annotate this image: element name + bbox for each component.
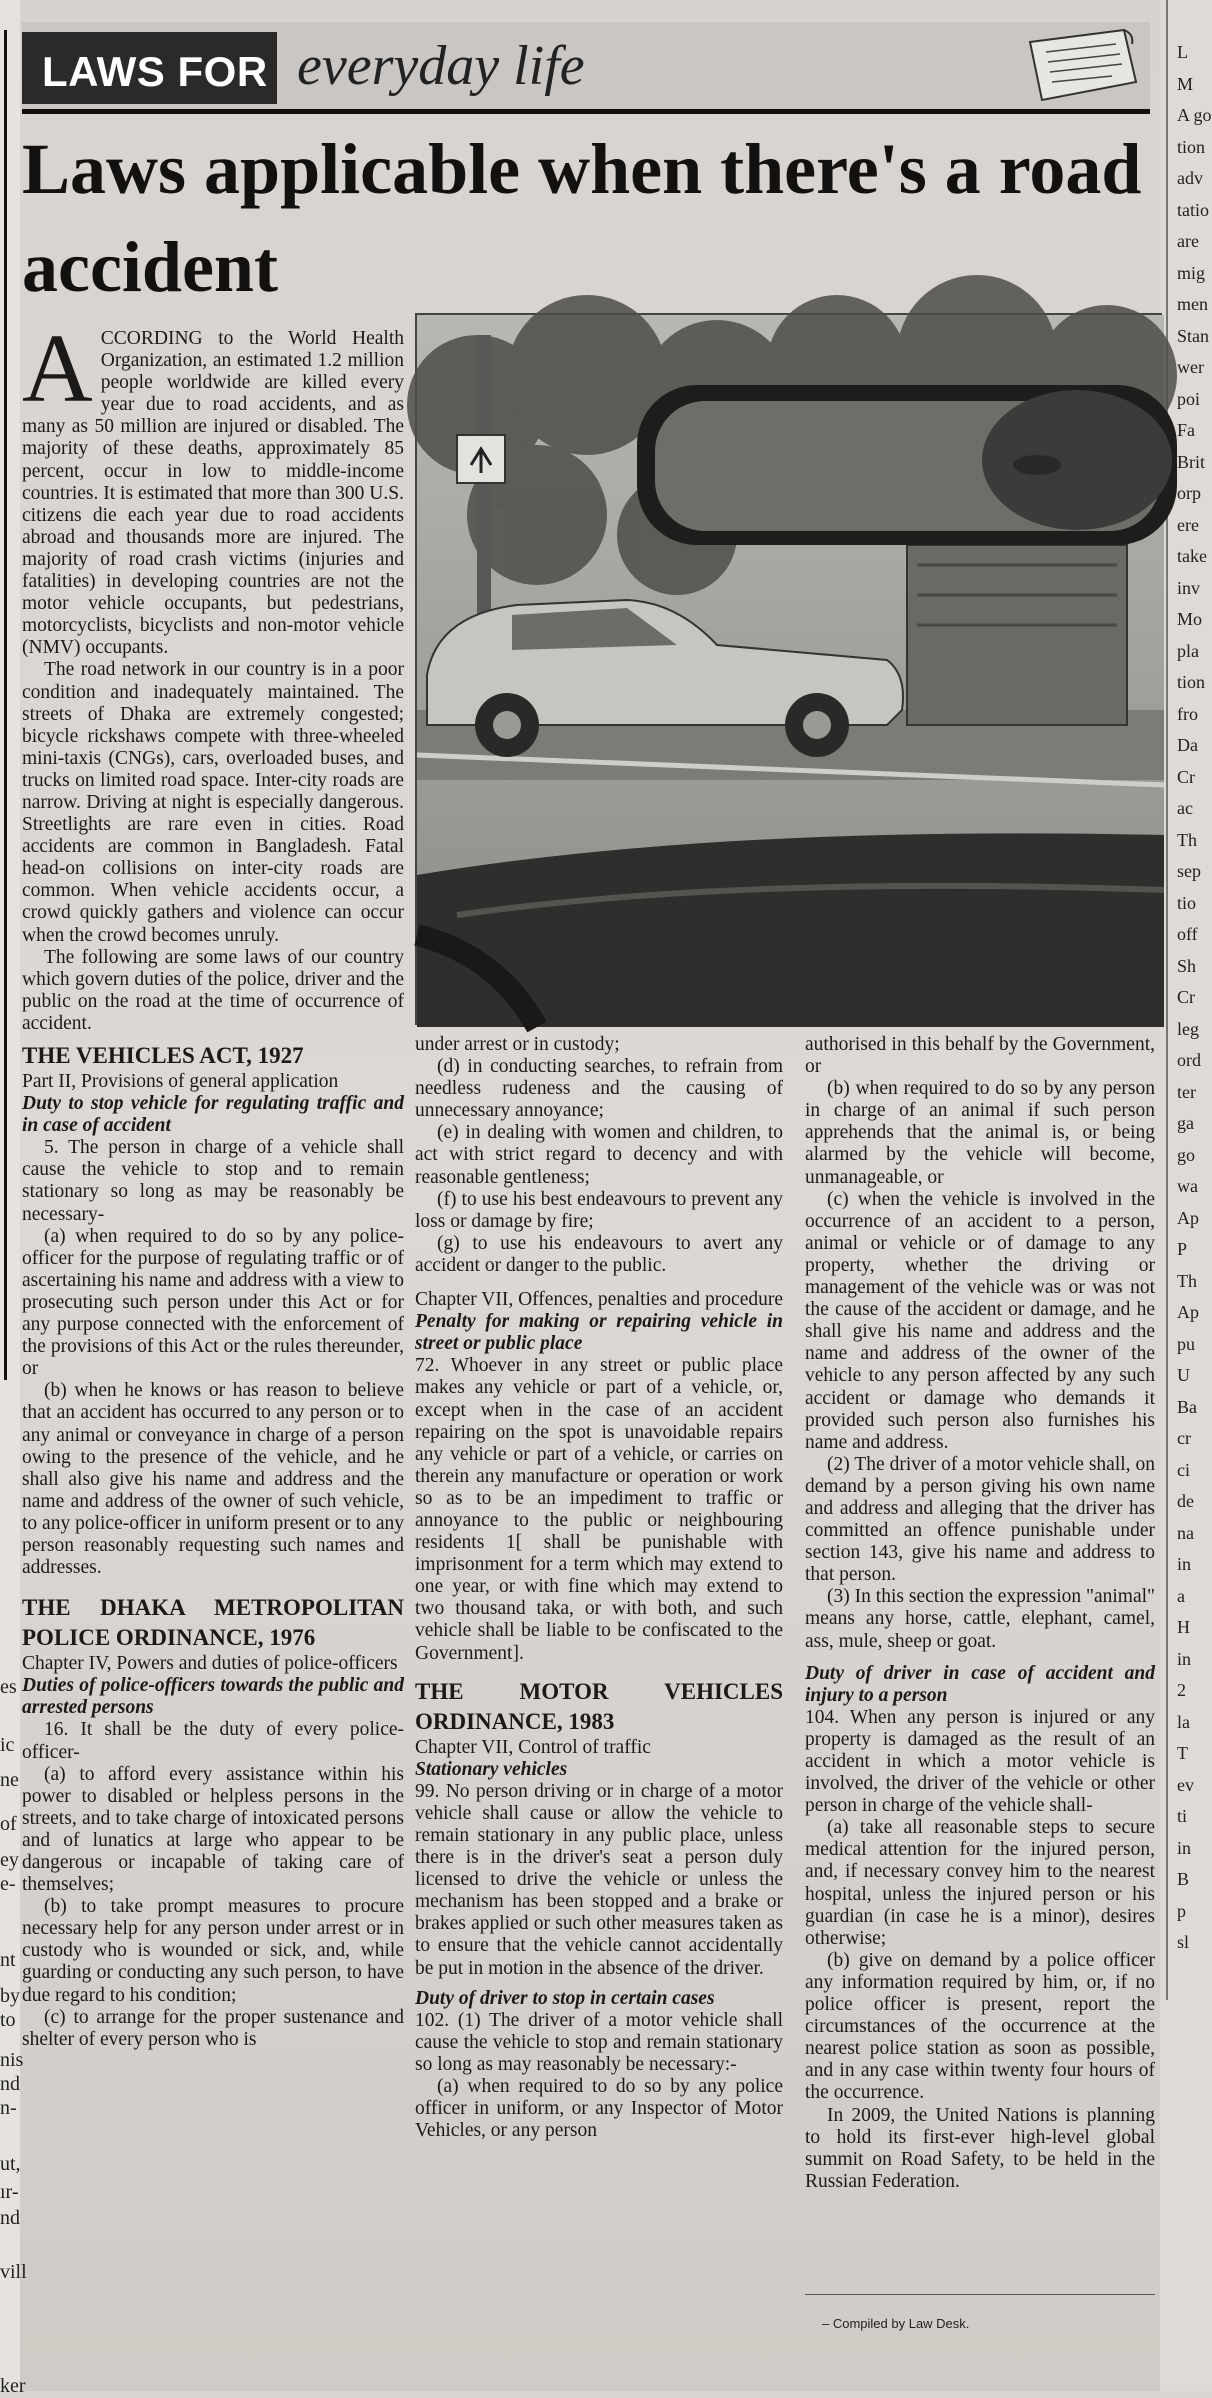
right-margin-fragment: M [1177, 74, 1194, 94]
right-margin-fragment: in [1177, 1554, 1192, 1574]
mvo-heading: THE MOTOR VEHICLES ORDINANCE, 1983 [415, 1678, 783, 1734]
right-margin-fragment: tatio [1177, 200, 1209, 220]
right-margin-fragment: Ap [1177, 1302, 1199, 1322]
right-margin-fragment: Mo [1177, 609, 1203, 629]
vehicles-act-part: Part II, Provisions of general application [22, 1071, 339, 1092]
article-credit: – Compiled by Law Desk. [822, 2316, 970, 2331]
right-margin-fragment: poi [1177, 389, 1201, 409]
right-margin-fragment: wer [1177, 357, 1204, 377]
right-margin-fragment: Stan [1177, 326, 1210, 346]
left-margin-fragment: nd [0, 2073, 20, 2095]
section-label-box [22, 32, 277, 104]
right-margin-fragment: in [1177, 1649, 1192, 1669]
vehicles-act-section-5: 5. The person in charge of a vehicle shall cause the vehicle to stop and to remain stationary so long as may be reasonably be necessary- [22, 1137, 404, 1225]
right-margin-fragment: Fa [1177, 420, 1195, 440]
right-margin-fragment: H [1177, 1617, 1190, 1637]
dmp-chapter-7-subheading: Penalty for making or repairing vehicle in street or public place [415, 1311, 783, 1355]
left-column-rule [4, 30, 7, 1380]
right-margin-fragment: Sh [1177, 956, 1197, 976]
left-margin-fragment: to [0, 2009, 16, 2031]
mvo-subheading-accident-duty: Duty of driver in case of accident and injury to a person [805, 1662, 1155, 1706]
dmp-clause-d: (d) in conducting searches, to refrain from needless rudeness and the causing of unnecessary annoyance; [415, 1056, 783, 1122]
dmp-section-16: 16. It shall be the duty of every police-officer- [22, 1719, 404, 1763]
right-margin-fragment: ti [1177, 1806, 1188, 1826]
right-margin-fragment: inv [1177, 578, 1201, 598]
section-tagline: everyday life [297, 35, 585, 97]
mvo-section-102: 102. (1) The driver of a motor vehicle shall cause the vehicle to stop and remain stationary so long as may reasonably be necessary:- [415, 2009, 783, 2075]
right-margin-fragment: adv [1177, 168, 1203, 188]
intro-paragraph-3: The following are some laws of our country which govern duties of the police, driver and the public on the road at the time of occurrence of accident. [22, 946, 404, 1034]
right-margin-fragment: cr [1177, 1428, 1191, 1448]
dmp-chapter-7-heading: Chapter VII, Offences, penalties and procedure [415, 1289, 784, 1311]
article-column-2 [415, 1034, 783, 2142]
dmp-clause-c: (c) to arrange for the proper sustenance and shelter of every person who is [22, 2006, 404, 2050]
right-margin-fragment: ev [1177, 1775, 1194, 1795]
mvo-clause-a: (a) when required to do so by any police officer in uniform, or any Inspector of Motor Vehicles, or any person [415, 2076, 783, 2142]
left-margin-fragment: of [0, 1813, 17, 1835]
right-margin-fragment: U [1177, 1365, 1190, 1385]
mvo-clause-b: (b) when required to do so by any person in charge of an animal if such person apprehends that the animal is, or being alarmed by the vehicle will become, unmanageable, or [805, 1078, 1155, 1188]
right-margin-fragment: B [1177, 1869, 1190, 1889]
credit-rule [805, 2294, 1155, 2295]
left-margin-fragment: ut, [0, 2153, 21, 2175]
article-headline: Laws applicable when there's a road accident [22, 129, 1142, 307]
mvo-chapter: Chapter VII, Control of traffic [415, 1736, 651, 1758]
drop-cap: A [22, 315, 93, 423]
dmp-chapter: Chapter IV, Powers and duties of police-officers [22, 1653, 398, 1675]
mvo-subheading-duty-to-stop: Duty of driver to stop in certain cases [415, 1987, 715, 2009]
right-margin-fragment: ter [1177, 1082, 1196, 1102]
right-margin-fragment: go [1177, 1145, 1195, 1165]
right-margin-fragment: pu [1177, 1334, 1195, 1354]
mvo-section-99: 99. No person driving or in charge of a motor vehicle shall cause or allow the vehicle to remain stationary in any public place, unless there is in the driver's seat a person duly licensed to drive the vehicle or unless the mechanism has been stopped and a brake or brakes applied or such other measures taken as to ensure that the vehicle cannot accidentally be put in motion in the absence of the driver. [415, 1780, 783, 1979]
vehicles-act-clause-b: (b) when he knows or has reason to believe that an accident has occurred to any person or to any animal or conveyance in charge of a person owing to the presence of the vehicle, and he shall also give his name and address and the name and address of the owner of such vehicle, to any police-officer in uniform present or to any person reasonably requesting such names and addresses. [22, 1380, 404, 1579]
right-margin-fragment: tion [1177, 672, 1206, 692]
left-margin-fragment: nd [0, 2207, 20, 2229]
right-margin-fragment: A go [1177, 105, 1212, 125]
right-margin-fragment: sl [1177, 1932, 1190, 1952]
right-margin-fragment: Brit [1177, 452, 1206, 472]
vehicles-act-clause-a: (a) when required to do so by any police-officer for the purpose of regulating traffic or of ascertaining his name and address with a view to prosecuting such person under this Act or for any purpose connected with the enforcement of the provisions of this Act or the rules thereunder, or [22, 1225, 404, 1380]
mvo-section-104: 104. When any person is injured or any property is damaged as the result of an accident in which a motor vehicle is involved, the driver of the vehicle or other person in charge of the vehicle shall- [805, 1706, 1155, 1817]
section-label: LAWS FOR [42, 48, 268, 95]
article-column-3 [805, 1034, 1155, 2193]
right-margin-fragment: ga [1177, 1113, 1194, 1133]
right-margin-fragment: L [1177, 42, 1188, 62]
left-margin-fragment: n- [0, 2097, 17, 2119]
right-margin-fragment: mig [1177, 263, 1206, 283]
article-photo [415, 313, 1162, 1025]
left-margin-fragment: ker [0, 2375, 26, 2397]
dmp-clause-a: (a) to afford every assistance within his power to disabled or helpless persons in the streets, and to take charge of intoxicated persons and of lunatics at large who appear to be dangerous or incapable of taking care of themselves; [22, 1763, 404, 1896]
left-margin-fragment: nt [0, 1949, 16, 1971]
right-margin-fragment: Cr [1177, 987, 1195, 1007]
left-margin-fragment: by [0, 1985, 20, 2007]
rearview-mirror-photo [417, 315, 1164, 1027]
right-margin-fragment: wa [1177, 1176, 1198, 1196]
right-margin-fragment: T [1177, 1743, 1188, 1763]
right-margin-fragment: men [1177, 294, 1208, 314]
closing-paragraph: In 2009, the United Nations is planning to hold its first-ever high-level global summit on Road Safety, to be held in the Russian Federation. [805, 2104, 1155, 2192]
mvo-subsection-2: (2) The driver of a motor vehicle shall, on demand by a person giving his own name and address and alleging that the driver has committed an offence punishable under section 143, give his name and address to that person. [805, 1453, 1155, 1586]
left-margin-fragment: ic [0, 1734, 15, 1756]
right-margin-fragment: ac [1177, 798, 1193, 818]
section-banner [22, 22, 1150, 114]
left-margin-fragment: ır- [0, 2181, 19, 2203]
right-margin-fragment: ci [1177, 1460, 1190, 1480]
right-margin-fragment: pla [1177, 641, 1199, 661]
right-margin-fragment: Th [1177, 1271, 1197, 1291]
right-margin-fragment: de [1177, 1491, 1194, 1511]
left-margin-fragment: es [0, 1676, 17, 1698]
right-margin-fragment: P [1177, 1239, 1188, 1259]
mvo-subheading-stationary: Stationary vehicles [415, 1758, 568, 1780]
right-margin-fragment: are [1177, 231, 1199, 251]
right-margin-fragment: in [1177, 1838, 1192, 1858]
right-margin-fragment: Th [1177, 830, 1197, 850]
left-margin-fragment: nis [0, 2049, 24, 2071]
right-margin-fragment: Da [1177, 735, 1198, 755]
right-margin-fragment: tion [1177, 137, 1206, 157]
mvo-clause-c: (c) when the vehicle is involved in the occurrence of an accident to a person, animal or vehicle or of damage to any property, whether the driving or management of the vehicle was or was not the cause of the accident or damage, and he shall give his name and address and the name and address of the owner of the vehicle to any person affected by any such accident or damage who demands it provided such person also furnishes his name and address. [805, 1188, 1155, 1453]
right-margin-fragment: Ba [1177, 1397, 1197, 1417]
right-margin-fragment: la [1177, 1712, 1190, 1732]
vehicles-act-subheading: Duty to stop vehicle for regulating traffic and in case of accident [22, 1093, 404, 1137]
left-neighbor-column [0, 0, 27, 2397]
dmp-clause-g: (g) to use his endeavours to avert any accident or danger to the public. [415, 1232, 783, 1276]
right-margin-fragment: ord [1177, 1050, 1201, 1070]
dmp-clause-c-continued: under arrest or in custody; [415, 1034, 620, 1055]
right-margin-fragment: leg [1177, 1019, 1199, 1039]
right-column-rule [1166, 0, 1168, 2000]
intro-paragraph-2: The road network in our country is in a poor condition and inadequately maintained. The streets of Dhaka are extremely congested; bicycle rickshaws compete with three-wheeled mini-taxis (CNGs), cars, overloaded buses, and trucks on limited road space. Inter-city roads are narrow. Driving at night is especially dangerous. Streetlights are rare even in cities. Road accidents are common in Bangladesh. Fatal head-on collisions on inter-city roads are common. When vehicle accidents occur, a crowd quickly gathers and violence can occur when the crowd becomes unruly. [22, 659, 404, 946]
right-margin-fragment: tio [1177, 893, 1197, 913]
scroll-document-icon [1012, 22, 1152, 114]
mvo-section-104-clause-b: (b) give on demand by a police officer any information required by him, or, if no police officer is present, report the circumstances of the occurrence at the nearest police station as soon as possible, and in any case within twenty four hours of the occurrence. [805, 1949, 1155, 2104]
mvo-subsection-3: (3) In this section the expression "animal" means any horse, cattle, elephant, camel, ass, mule, sheep or goat. [805, 1586, 1155, 1652]
dmp-clause-e: (e) in dealing with women and children, to act with strict regard to decency and with reasonable gentleness; [415, 1122, 783, 1188]
left-margin-fragment: ey [0, 1849, 19, 1871]
right-margin-fragment: Ap [1177, 1208, 1199, 1228]
vehicles-act-heading: THE VEHICLES ACT, 1927 [22, 1043, 304, 1068]
right-margin-fragment: a [1177, 1586, 1185, 1606]
left-margin-fragment: vill [0, 2261, 27, 2283]
right-margin-fragment: sep [1177, 861, 1201, 881]
right-margin-fragment: orp [1177, 483, 1201, 503]
right-margin-fragment: 2 [1177, 1680, 1186, 1700]
left-margin-fragment: e- [0, 1873, 16, 1895]
right-margin-fragment: Cr [1177, 767, 1195, 787]
right-margin-fragment: fro [1177, 704, 1198, 724]
right-margin-fragment: na [1177, 1523, 1194, 1543]
mvo-section-104-clause-a: (a) take all reasonable steps to secure medical attention for the injured person, and, if necessary convey him to the nearest hospital, unless the injured person or his guardian (in case he is a minor), desires otherwise; [805, 1817, 1155, 1949]
dmp-subheading: Duties of police-officers towards the public and arrested persons [22, 1675, 404, 1719]
banner-underline [22, 109, 1150, 114]
right-margin-fragment: take [1177, 546, 1207, 566]
dmp-clause-f: (f) to use his best endeavours to prevent any loss or damage by fire; [415, 1188, 783, 1232]
right-margin-fragment: off [1177, 924, 1198, 944]
article-column-1 [22, 315, 404, 2051]
right-margin-fragment: p [1177, 1901, 1186, 1921]
dmp-section-72: 72. Whoever in any street or public place makes any vehicle or part of a vehicle, or, except when in the case of an accident repairing on the spot is unavoidable repairs any vehicle or part of a vehicle, or carries on therein any manufacture or operation or work so as to be an impediment to traffic or annoyance to the public or neighbouring residents 1[ shall be punishable with imprisonment for a term which may extend to one year, or with fine which may extend to two thousand taka, or with both, and such vehicle shall be liable to be confiscated to the Government]. [415, 1355, 783, 1664]
right-margin-fragment: ere [1177, 515, 1199, 535]
left-margin-fragment: ne [0, 1769, 19, 1791]
dmp-heading: THE DHAKA METROPOLITAN POLICE ORDINANCE, 1976 [22, 1595, 404, 1651]
mvo-clause-a-continued: authorised in this behalf by the Government, or [805, 1034, 1155, 1078]
dmp-clause-b: (b) to take prompt measures to procure necessary help for any person under arrest or in custody who is wounded or sick, and, while guarding or conducting any such person, to have due regard to his condition; [22, 1896, 404, 2006]
intro-paragraph-1: CCORDING to the World Health Organization, an estimated 1.2 million people worldwide are killed every year due to road accidents, and as many as 50 million are injured or disabled. The majority of these deaths, approximately 85 percent, occur in low to middle-income countries. It is estimated that more than 300 U.S. citizens die each year due to road accidents abroad and thousands more are injured. The majority of road crash victims (injuries and fatalities) in developing countries are not the motor vehicle occupants, but pedestrians, motorcyclists, bicyclists and non-motor vehicle (NMV) occupants. [22, 328, 404, 659]
